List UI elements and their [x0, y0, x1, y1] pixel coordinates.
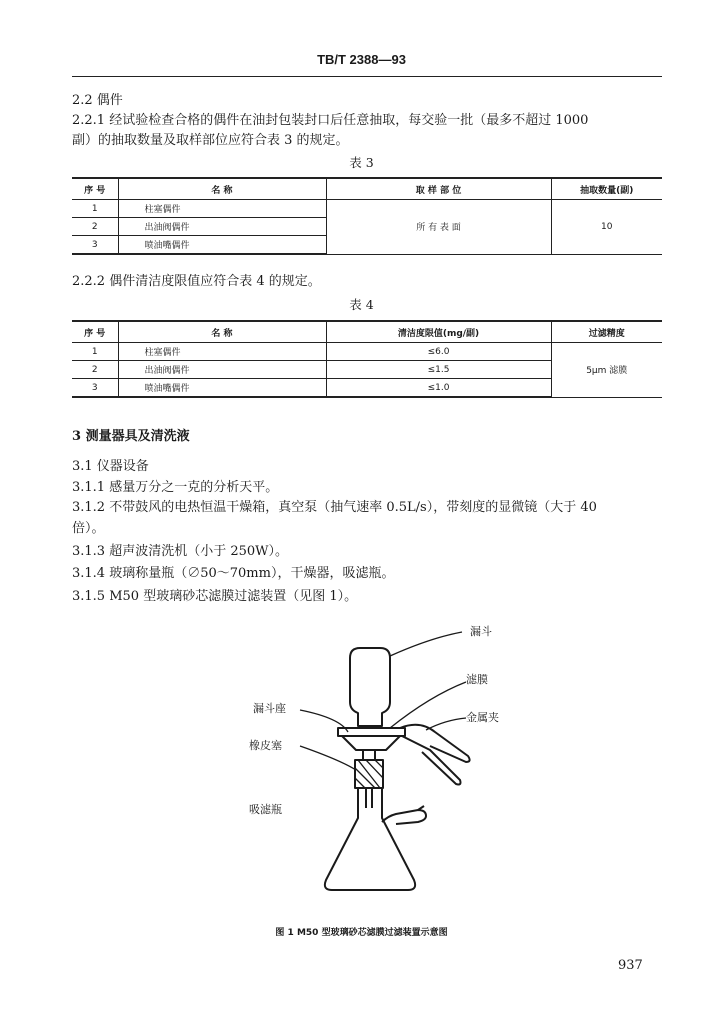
header-rule: [72, 76, 662, 77]
section-3-1-2-line2: 倍）。: [72, 521, 105, 536]
section-3-1-3: 3.1.3 超声波清洗机（小于 250W）。: [72, 544, 289, 559]
table-3-header-name: 名 称: [118, 178, 326, 200]
table-4-caption: 表 4: [349, 297, 374, 312]
figure-1-caption: 图 1 M50 型玻璃砂芯滤膜过滤装置示意图: [275, 928, 448, 938]
table-4-cell-precision: 5μm 滤膜: [551, 343, 662, 398]
section-2-2-1-line2: 副）的抽取数量及取样部位应符合表 3 的规定。: [72, 133, 349, 148]
table-3: [72, 177, 662, 255]
label-rubber-stopper: 橡皮塞: [249, 739, 282, 752]
page-number: 937: [618, 958, 643, 973]
table-4-cell-limit: ≤1.0: [326, 379, 551, 398]
table-4-header-precision: 过滤精度: [551, 321, 662, 343]
label-suction-flask: 吸滤瓶: [249, 803, 282, 816]
section-2-2-heading: 2.2 偶件: [72, 93, 123, 108]
table-3-cell-quantity: 10: [551, 200, 662, 255]
table-3-caption: 表 3: [349, 155, 374, 170]
suction-flask-shape: [325, 788, 415, 890]
table-3-header-quantity: 抽取数量(副): [551, 178, 662, 200]
table-3-header-location: 取 样 部 位: [326, 178, 551, 200]
section-2-2-2: 2.2.2 偶件清洁度限值应符合表 4 的规定。: [72, 274, 321, 289]
table-4-cell-limit: ≤1.5: [326, 361, 551, 379]
table-3-cell-name: 柱塞偶件: [118, 200, 326, 218]
section-3-1-2-line1: 3.1.2 不带鼓风的电热恒温干燥箱，真空泵（抽气速率 0.5L/s），带刻度的显微镜（大于 40: [72, 500, 597, 515]
table-4-header-limit: 清洁度限值(mg/副): [326, 321, 551, 343]
table-4-header-name: 名 称: [118, 321, 326, 343]
table-3-cell-no: 2: [72, 218, 118, 236]
table-4-header-row: [72, 321, 662, 343]
table-3-cell-name: 喷油嘴偶件: [118, 236, 326, 255]
label-membrane: 滤膜: [466, 673, 488, 686]
section-3-heading: 3 测量器具及清洗液: [72, 429, 190, 444]
section-3-1-heading: 3.1 仪器设备: [72, 459, 149, 474]
funnel-base-shape: [338, 728, 405, 736]
table-4-cell-no: 2: [72, 361, 118, 379]
label-funnel: 漏斗: [470, 625, 492, 638]
table-4-cell-name: 出油阀偶件: [118, 361, 326, 379]
table-3-cell-no: 1: [72, 200, 118, 218]
table-4-cell-name: 柱塞偶件: [118, 343, 326, 361]
section-3-1-4: 3.1.4 玻璃称量瓶（∅50～70mm），干燥器，吸滤瓶。: [72, 566, 395, 581]
document-code-header: TB/T 2388—93: [317, 52, 406, 67]
table-4-header-no: 序 号: [72, 321, 118, 343]
table-3-header-no: 序 号: [72, 178, 118, 200]
table-row: [72, 343, 662, 361]
table-4-cell-limit: ≤6.0: [326, 343, 551, 361]
metal-clamp-shape: [400, 725, 470, 785]
table-4: [72, 320, 662, 398]
table-4-cell-no: 3: [72, 379, 118, 398]
filter-apparatus-figure: [230, 610, 520, 910]
table-4-cell-name: 喷油嘴偶件: [118, 379, 326, 398]
table-row: [72, 200, 662, 218]
table-3-cell-name: 出油阀偶件: [118, 218, 326, 236]
table-3-cell-location: 所 有 表 面: [326, 200, 551, 255]
table-3-cell-no: 3: [72, 236, 118, 255]
section-2-2-1-line1: 2.2.1 经试验检查合格的偶件在油封包装封口后任意抽取，每交验一批（最多不超过 1000: [72, 113, 589, 128]
funnel-shape: [350, 648, 390, 726]
table-4-cell-no: 1: [72, 343, 118, 361]
label-funnel-base: 漏斗座: [253, 702, 286, 715]
section-3-1-1: 3.1.1 感量万分之一克的分析天平。: [72, 480, 279, 495]
section-3-1-5: 3.1.5 M50 型玻璃砂芯滤膜过滤装置（见图 1）。: [72, 589, 358, 604]
label-metal-clamp: 金属夹: [466, 711, 499, 724]
table-3-header-row: [72, 178, 662, 200]
